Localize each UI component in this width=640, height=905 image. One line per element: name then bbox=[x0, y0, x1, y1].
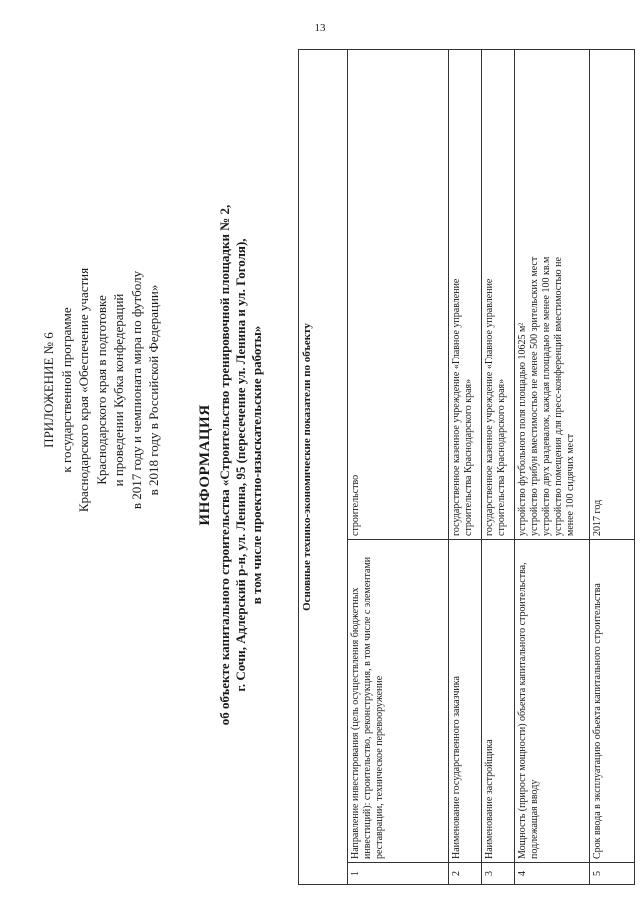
appendix-line: к государственной программе bbox=[58, 307, 74, 473]
row-value bbox=[348, 49, 449, 539]
info-line: об объекте капитального строительства «Строительство тренировочной площадки № 2, bbox=[217, 204, 232, 726]
row-parameter: Наименование государственного заказчика bbox=[449, 540, 482, 863]
row-value-line: менее 100 сидячих мест bbox=[565, 433, 576, 536]
table-row bbox=[590, 49, 635, 884]
row-number: 5 bbox=[590, 863, 635, 885]
row-value bbox=[515, 49, 590, 539]
indicators-table bbox=[298, 49, 635, 885]
table-row bbox=[515, 49, 590, 884]
row-parameter: Мощность (прирост мощности) объекта капитального строительства, подлежащая вводу bbox=[515, 540, 590, 863]
appendix-block bbox=[40, 230, 163, 550]
info-heading: ИНФОРМАЦИЯ bbox=[197, 404, 213, 526]
row-number: 3 bbox=[482, 863, 515, 885]
row-value-line: 2017 год bbox=[592, 499, 603, 536]
row-value-line: государственное казенное учреждение «Главное управление bbox=[484, 278, 495, 536]
row-parameter: Наименование застройщика bbox=[482, 540, 515, 863]
appendix-line: ПРИЛОЖЕНИЕ № 6 bbox=[41, 332, 56, 448]
page-number: 13 bbox=[314, 22, 326, 34]
row-value-line: устройство футбольного поля площадью 10625 м² bbox=[517, 322, 528, 536]
table-row bbox=[348, 49, 449, 884]
row-value bbox=[449, 49, 482, 539]
row-parameter: Направление инвестирования (цель осуществления бюджетных инвестиций): строительство, реконструкция, в том числе с элементами реставрации, техническое перевооружение bbox=[348, 540, 449, 863]
row-number: 4 bbox=[515, 863, 590, 885]
appendix-line: Краснодарского края «Обеспечение участия bbox=[76, 267, 91, 513]
appendix-line: в 2017 году и чемпионата мира по футболу bbox=[128, 270, 144, 510]
row-number: 2 bbox=[449, 863, 482, 885]
row-value-line: устройство двух раздевалок, каждая площадью не менее 100 кв.м bbox=[541, 256, 552, 536]
table-row bbox=[482, 49, 515, 884]
row-value bbox=[590, 49, 635, 539]
row-value-line: строительства Краснодарского края» bbox=[496, 378, 507, 536]
row-number: 1 bbox=[348, 863, 449, 885]
appendix-line: Краснодарского края в подготовке bbox=[93, 295, 109, 485]
appendix-line: в 2018 году в Российской Федерации» bbox=[146, 284, 161, 496]
landscape-sheet bbox=[40, 50, 603, 885]
info-line: г. Сочи, Адлерский р-н, ул. Ленина, 95 (пересечение ул. Ленина и ул. Гоголя), bbox=[233, 238, 248, 692]
row-value-line: устройство помещения для пресс-конференций вместимостью не bbox=[553, 257, 564, 536]
info-title-block bbox=[197, 145, 265, 785]
table-row bbox=[449, 49, 482, 884]
row-value bbox=[482, 49, 515, 539]
row-value-line: устройство трибун вместимостью не менее 500 зрительских мест bbox=[529, 256, 540, 536]
row-value-line: государственное казенное учреждение «Главное управление bbox=[451, 278, 462, 536]
info-line: в том числе проектно-изыскательские работы» bbox=[249, 325, 264, 605]
table-section-title: Основные технико-экономические показатели по объекту bbox=[299, 49, 348, 884]
appendix-line: и проведении Кубка конфедераций bbox=[111, 293, 126, 487]
row-value-line: строительства Краснодарского края» bbox=[463, 378, 474, 536]
row-parameter: Срок ввода в эксплуатацию объекта капитального строительства bbox=[590, 540, 635, 863]
row-value-line: строительство bbox=[350, 474, 361, 536]
table-section-row bbox=[299, 49, 348, 884]
